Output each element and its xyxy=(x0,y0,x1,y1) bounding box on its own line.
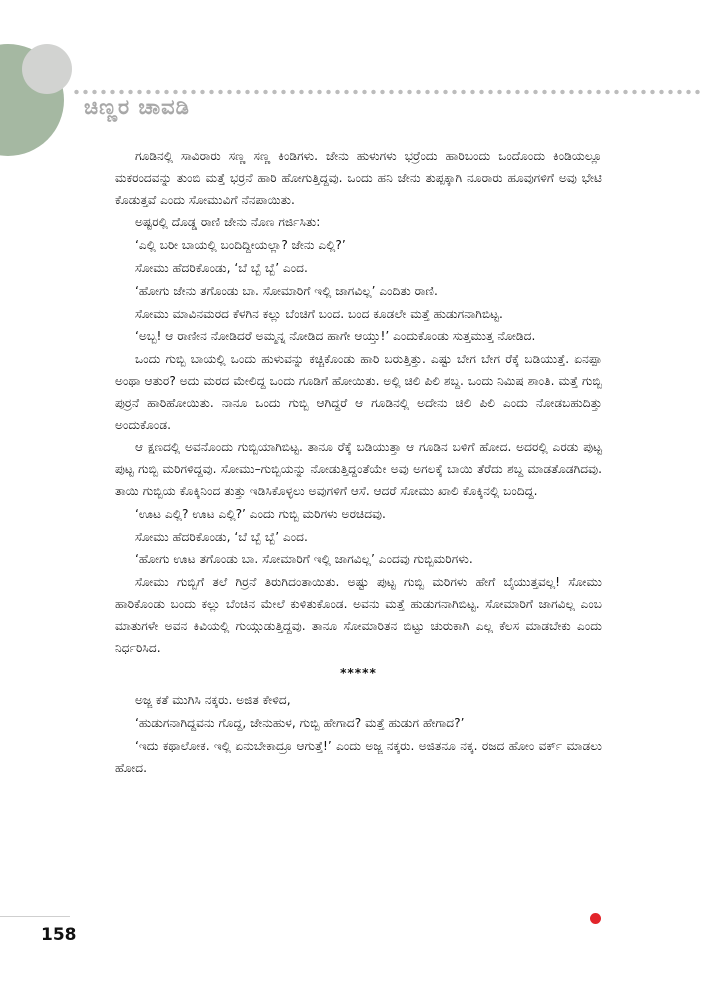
story-paragraph: ‘ಹೋಗು ಜೇನು ತಗೊಂಡು ಬಾ. ಸೋಮಾರಿಗೆ ಇಲ್ಲಿ ಜಾಗವಿಲ್ಲ’ ಎಂದಿತು ರಾಣಿ. xyxy=(135,283,438,298)
story-paragraph: ಒಂದು ಗುಬ್ಬಿ ಬಾಯಲ್ಲಿ ಒಂದು ಹುಳುವನ್ನು ಕಚ್ಚಿಕೊಂಡು ಹಾರಿ ಬರುತ್ತಿತ್ತು. ಎಷ್ಟು ಬೇಗ ಬೇಗ ರೆಕ್ಕೆ ಬಡಿಯುತ್ತೆ. ಏನಪ್ಪಾ ಅಂಥಾ ಆತುರ? ಅದು ಮರದ ಮೇಲಿದ್ದ ಒಂದು ಗೂಡಿಗೆ ಹೋಯಿತು. ಅಲ್ಲಿ ಚಿಲಿ ಪಿಲಿ ಶಬ್ದ. ಒಂದು ನಿಮಿಷ ಶಾಂತಿ. ಮತ್ತೆ ಗುಬ್ಬಿ ಪುರ್ರನೆ ಹಾರಿಹೋಯಿತು. ನಾನೂ ಒಂದು ಗುಬ್ಬಿ ಆಗಿದ್ದರೆ ಆ ಗೂಡಿನಲ್ಲಿ ಅದೇನು ಚಿಲಿ ಪಿಲಿ ಎಂದು ನೋಡಬಹುದಿತ್ತು ಅಂದುಕೊಂಡ. xyxy=(115,352,602,432)
story-paragraph: ‘ಊಟ ಎಲ್ಲಿ? ಊಟ ಎಲ್ಲಿ?’ ಎಂದು ಗುಬ್ಬಿ ಮರಿಗಳು ಅರಚಿದವು. xyxy=(135,506,386,521)
story-paragraph: ಅಷ್ಟರಲ್ಲಿ ದೊಡ್ಡ ರಾಣಿ ಜೇನು ನೊಣ ಗರ್ಜಿಸಿತು: xyxy=(135,215,321,230)
closing-paragraph: ‘ಇದು ಕಥಾಲೋಕ. ಇಲ್ಲಿ ಏನುಬೇಕಾದ್ರೂ ಆಗುತ್ತೆ!’ ಎಂದು ಅಜ್ಜ ನಕ್ಕರು. ಅಜಿತನೂ ನಕ್ಕ. ರಜದ ಹೋಂ ವರ್ಕ್ ಮಾಡಲು ಹೋದ. xyxy=(115,738,602,775)
section-title: ಚಿಣ್ಣರ ಚಾವಡಿ xyxy=(84,95,190,119)
closing-paragraph: ‘ಹುಡುಗನಾಗಿದ್ದವನು ಗೊದ್ದ, ಜೇನುಹುಳ, ಗುಬ್ಬಿ ಹೇಗಾದ? ಮತ್ತೆ ಹುಡುಗ ಹೇಗಾದ?’ xyxy=(135,715,465,730)
decorative-circle-grey xyxy=(22,44,72,94)
red-dot-marker xyxy=(590,913,601,924)
story-paragraph: ಸೋಮು ಹೆದರಿಕೊಂಡು, ‘ಬೆ ಬ್ಬೆ ಬ್ಬೆ’ ಎಂದ. xyxy=(135,529,308,544)
footer-rule xyxy=(0,916,70,917)
closing-paragraph: ಅಜ್ಜ ಕತೆ ಮುಗಿಸಿ ನಕ್ಕರು. ಅಜಿತ ಕೇಳಿದ, xyxy=(135,693,291,708)
story-body xyxy=(115,146,602,780)
story-paragraph: ಸೋಮು ಮಾವಿನಮರದ ಕೆಳಗಿನ ಕಲ್ಲು ಬೆಂಚಿಗೆ ಬಂದ. ಬಂದ ಕೂಡಲೇ ಮತ್ತೆ ಹುಡುಗನಾಗಿಬಿಟ್ಟ. xyxy=(135,306,503,321)
story-paragraph: ಸೋಮು ಹೆದರಿಕೊಂಡು, ‘ಬೆ ಬ್ಬೆ ಬ್ಬೆ’ ಎಂದ. xyxy=(135,260,308,275)
page-number: 158 xyxy=(41,925,77,945)
story-paragraph: ‘ಎಲ್ಲಿ ಬರೀ ಬಾಯಲ್ಲಿ ಬಂದಿದ್ದೀಯಲ್ಲಾ? ಜೇನು ಎಲ್ಲಿ?’ xyxy=(135,238,346,253)
story-paragraph: ಗೂಡಿನಲ್ಲಿ ಸಾವಿರಾರು ಸಣ್ಣ ಸಣ್ಣ ಕಿಂಡಿಗಳು. ಜೇನು ಹುಳುಗಳು ಭರ್ರೆಂದು ಹಾರಿಬಂದು ಒಂದೊಂದು ಕಿಂಡಿಯಲ್ಲೂ ಮಕರಂದವನ್ನು ತುಂಬಿ ಮತ್ತೆ ಭರ್ರನೆ ಹಾರಿ ಹೋಗುತ್ತಿದ್ದವು. ಒಂದು ಹನಿ ಜೇನು ತುಪ್ಪಕ್ಕಾಗಿ ನೂರಾರು ಹೂವುಗಳಿಗೆ ಅವು ಭೇಟಿ ಕೊಡುತ್ತವೆ ಎಂದು ಸೋಮುವಿಗೆ ನೆನಪಾಯಿತು. xyxy=(115,149,602,207)
story-paragraph: ‘ಅಬ್ಬ! ಆ ರಾಣೀನ ನೋಡಿದರೆ ಅಮ್ಮನ್ನ ನೋಡಿದ ಹಾಗೇ ಆಯ್ತು!’ ಎಂದುಕೊಂಡು ಸುತ್ತಮುತ್ತ ನೋಡಿದ. xyxy=(135,329,536,344)
section-divider: ***** xyxy=(340,666,377,681)
story-paragraph: ಸೋಮು ಗುಬ್ಬಿಗೆ ತಲೆ ಗಿರ್ರನೆ ತಿರುಗಿದಂತಾಯಿತು. ಅಷ್ಟು ಪುಟ್ಟ ಗುಬ್ಬಿ ಮರಿಗಳು ಹೇಗೆ ಬೈಯುತ್ತವಲ್ಲ! ಸೋಮು ಹಾರಿಕೊಂಡು ಬಂದು ಕಲ್ಲು ಬೆಂಚಿನ ಮೇಲೆ ಕುಳಿತುಕೊಂಡ. ಅವನು ಮತ್ತೆ ಹುಡುಗನಾಗಿಬಿಟ್ಟ. ಸೋಮಾರಿಗೆ ಜಾಗವಿಲ್ಲ ಎಂಬ ಮಾತುಗಳೇ ಅವನ ಕಿವಿಯಲ್ಲಿ ಗುಯ್ಗುಡುತ್ತಿದ್ದವು. ತಾನೂ ಸೋಮಾರಿತನ ಬಿಟ್ಟು ಚುರುಕಾಗಿ ಎಲ್ಲ ಕೆಲಸ ಮಾಡಬೇಕು ಎಂದು ನಿರ್ಧರಿಸಿದ. xyxy=(115,575,602,655)
story-paragraph: ‘ಹೋಗು ಊಟ ತಗೊಂಡು ಬಾ. ಸೋಮಾರಿಗೆ ಇಲ್ಲಿ ಜಾಗವಿಲ್ಲ’ ಎಂದವು ಗುಬ್ಬಿಮರಿಗಳು. xyxy=(135,552,473,567)
story-paragraph: ಆ ಕ್ಷಣದಲ್ಲಿ ಅವನೊಂದು ಗುಬ್ಬಿಯಾಗಿಬಿಟ್ಟ. ತಾನೂ ರೆಕ್ಕೆ ಬಡಿಯುತ್ತಾ ಆ ಗೂಡಿನ ಬಳಿಗೆ ಹೋದ. ಅದರಲ್ಲಿ ಎರಡು ಪುಟ್ಟ ಪುಟ್ಟ ಗುಬ್ಬಿ ಮರಿಗಳಿದ್ದವು. ಸೋಮು–ಗುಬ್ಬಿಯನ್ನು ನೋಡುತ್ತಿದ್ದಂತೆಯೇ ಅವು ಅಗಲಕ್ಕೆ ಬಾಯಿ ತೆರೆದು ಶಬ್ದ ಮಾಡತೊಡಗಿದವು. ತಾಯಿ ಗುಬ್ಬಿಯ ಕೊಕ್ಕಿನಿಂದ ತುತ್ತು ಇಡಿಸಿಕೊಳ್ಳಲು ಅವುಗಳಿಗೆ ಆಸೆ. ಆದರೆ ಸೋಮು ಖಾಲಿ ಕೊಕ್ಕಿನಲ್ಲಿ ಬಂದಿದ್ದ. xyxy=(115,440,602,498)
